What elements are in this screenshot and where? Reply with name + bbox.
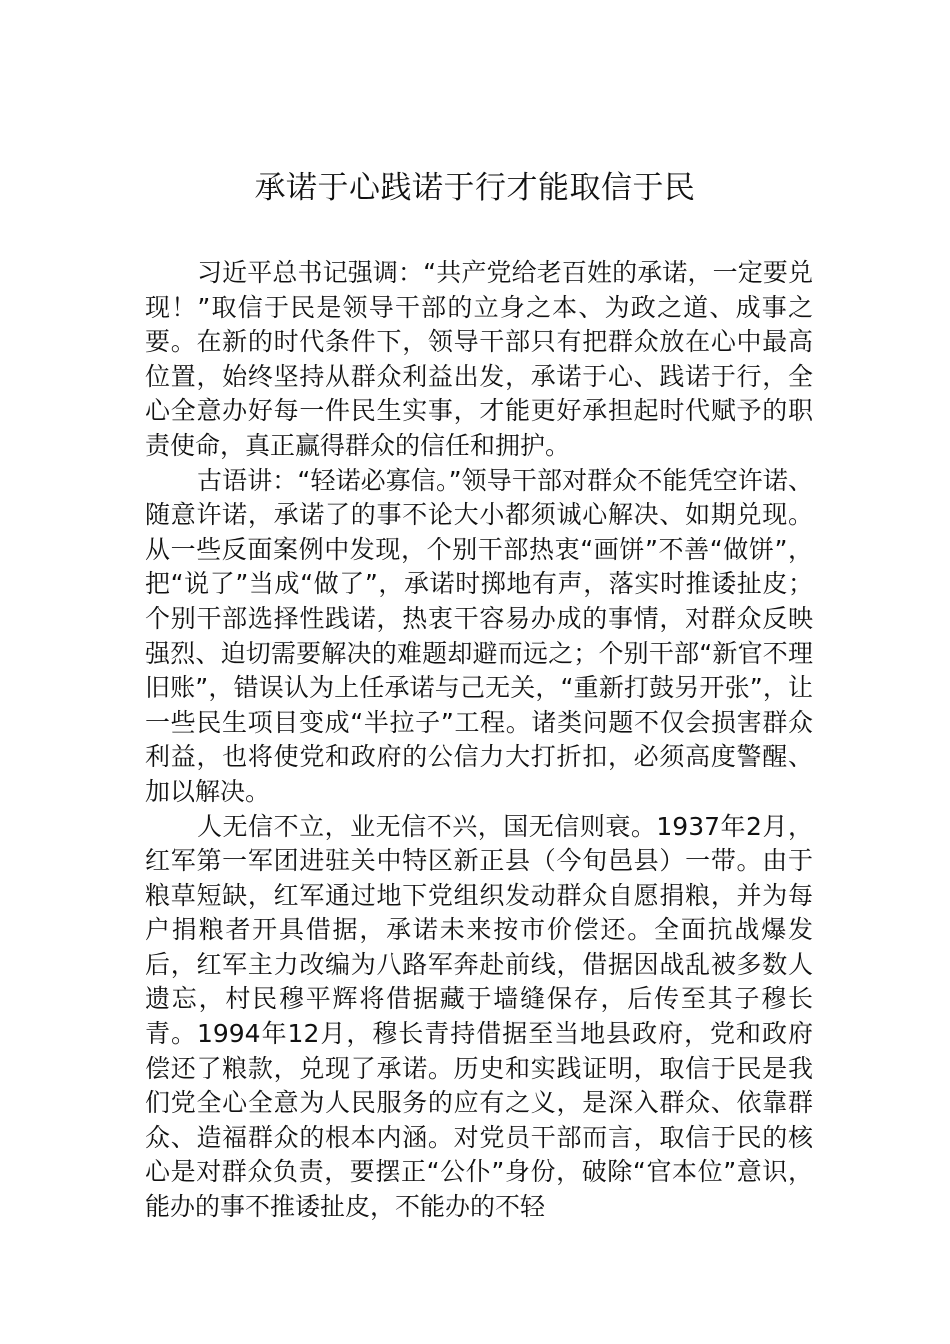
- document-body: [145, 256, 813, 1225]
- paragraph-3: 人无信不立，业无信不兴，国无信则衰。1937年2月，红军第一军团进驻关中特区新正县（今旬邑县）一带。由于粮草短缺，红军通过地下党组织发动群众自愿捐粮，并为每户捐粮者开具借据，承诺未来按市价偿还。全面抗战爆发后，红军主力改编为八路军奔赴前线，借据因战乱被多数人遗忘，村民穆平辉将借据藏于墙缝保存，后传至其子穆长青。1994年12月，穆长青持借据至当地县政府，党和政府偿还了粮款，兑现了承诺。历史和实践证明，取信于民是我们党全心全意为人民服务的应有之义，是深入群众、依靠群众、造福群众的根本内涵。对党员干部而言，取信于民的核心是对群众负责，要摆正“公仆”身份，破除“官本位”意识，能办的事不推诿扯皮，不能办的不轻: [145, 811, 813, 1222]
- paragraph-1: 习近平总书记强调：“共产党给老百姓的承诺，一定要兑现！”取信于民是领导干部的立身之本、为政之道、成事之要。在新的时代条件下，领导干部只有把群众放在心中最高位置，始终坚持从群众利益出发，承诺于心、践诺于行，全心全意办好每一件民生实事，才能更好承担起时代赋予的职责使命，真正赢得群众的信任和拥护。: [145, 258, 813, 460]
- paragraph-2: 古语讲：“轻诺必寡信。”领导干部对群众不能凭空许诺、随意许诺，承诺了的事不论大小都须诚心解决、如期兑现。从一些反面案例中发现，个别干部热衷“画饼”不善“做饼”，把“说了”当成“做了”，承诺时掷地有声，落实时推诿扯皮；个别干部选择性践诺，热衷干容易办成的事情，对群众反映强烈、迫切需要解决的难题却避而远之；个别干部“新官不理旧账”，错误认为上任承诺与己无关，“重新打鼓另开张”，让一些民生项目变成“半拉子”工程。诸类问题不仅会损害群众利益，也将使党和政府的公信力大打折扣，必须高度警醒、加以解决。: [145, 465, 813, 806]
- document-title: 承诺于心践诺于行才能取信于民: [254, 170, 696, 206]
